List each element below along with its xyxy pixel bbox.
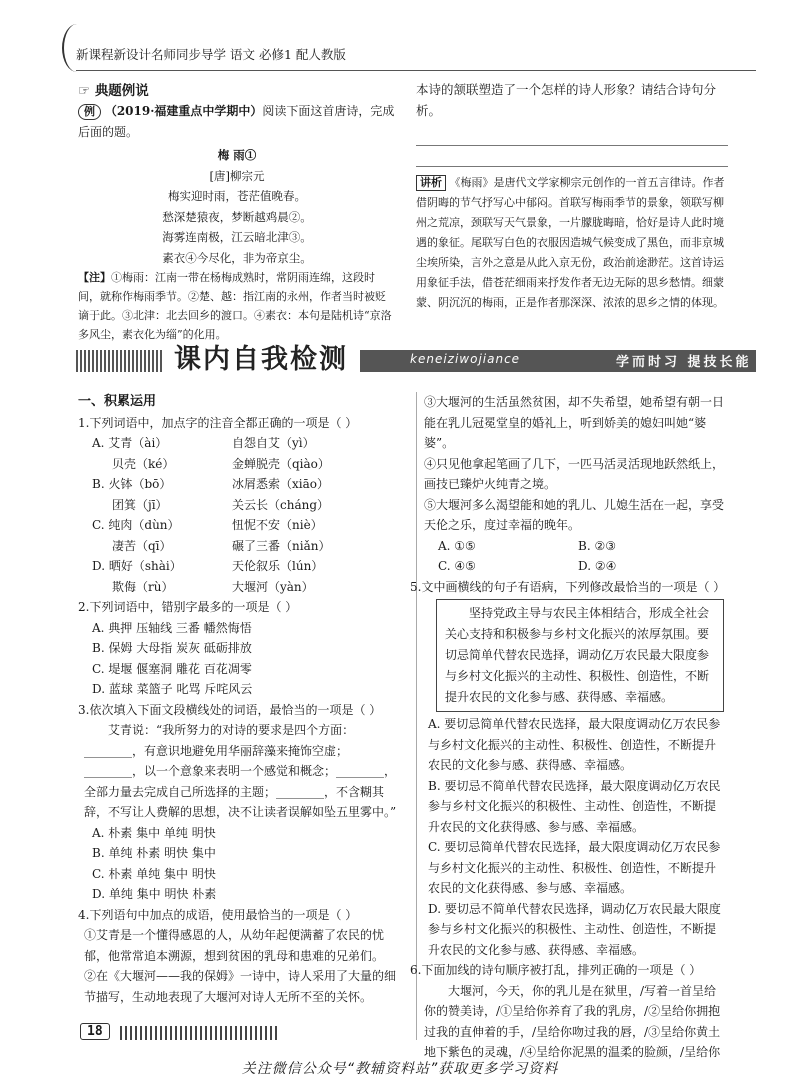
q3-option: B. 单纯 朴素 明快 集中	[92, 846, 216, 860]
banner-stripes	[76, 350, 162, 372]
q4-option: C. ④⑤	[438, 559, 476, 573]
example-question: 本诗的颔联塑造了一个怎样的诗人形象？请结合诗句分析。	[416, 82, 717, 118]
poem-note: 【注】①梅雨：江南一带在杨梅成熟时，常阴雨连绵，这段时间，就称作梅雨季节。②楚、越：指江南的永州，作者当时被贬谪于此。③北津：北去回乡的渡口。④素衣：本句是陆机诗“京洛多风尘，素衣化为缁”的化用。	[78, 271, 392, 341]
q1-item: 关云长（cháng）	[232, 497, 330, 512]
answer-line[interactable]	[416, 125, 728, 146]
q4-item: ②在《大堰河——我的保姆》一诗中，诗人采用了大量的细节描写，生动地表现了大堰河对诗人无所不至的关怀。	[84, 969, 397, 1004]
q1-item: 大堰河（yàn）	[232, 579, 314, 594]
q3-passage: 艾青说：“我所努力的对诗的要求是四个方面：________，有意识地避免用华丽辞藻来掩饰空虚；________，以一个意象来表明一个感觉和概念；________，全部力量去完成自己所选择的主题；________，不含糊其辞，不写让人费解的思想，决不让读者误解如坠五里雾中。”	[84, 723, 397, 819]
analysis-text: 《梅雨》是唐代文学家柳宗元创作的一首五言律诗。作者借阴晦的节气抒写心中郁闷。首联写梅雨季节的景象，领联写柳州之荒凉，颈联写天气景象，一片朦胧晦暗，恰好是诗人此时境遇的象征。尾联写白色的衣服因造城气候变成了黑色，而非京城尘埃所染，言外之意是从此入京无份，政治前途渺茫。这首诗运用象征手法，借苍茫细雨来抒发作者无边无际的思乡愁情。细蒙蒙、阴沉沉的梅雨，正是作者那深深、浓浓的思乡之情的体现。	[416, 176, 725, 309]
poem	[78, 145, 396, 268]
q1-item: 凄苦（qī）	[112, 538, 172, 553]
answer-line[interactable]	[416, 146, 728, 167]
q2-option: A. 典押 压轴线 三番 幡然悔悟	[92, 620, 252, 635]
poem-title: 梅 雨①	[217, 148, 257, 162]
right-question-column	[410, 392, 726, 1063]
example-left-column	[78, 101, 396, 344]
q1-item: 自怨自艾（yì）	[232, 436, 315, 450]
q1-item: C. 纯肉（dùn）	[92, 518, 180, 532]
example-source: （2019·福建重点中学期中）	[104, 104, 263, 118]
q5-passage: 坚持党政主导与农民主体相结合，形成全社会关心支持和积极参与乡村文化振兴的浓厚氛围。要切忌简单代替农民选择，调动亿万农民最大限度参与乡村文化振兴的主动性、积极性、创造性，不断提升农民的文化参与感、获得感、幸福感。	[436, 599, 724, 712]
running-header: 新课程新设计名师同步导学 语文 必修1 配人教版	[76, 47, 346, 62]
q1-item: 团箕（jī）	[112, 497, 168, 512]
q1-item: B. 火钵（bō）	[92, 477, 172, 491]
q4-option: B. ②③	[578, 538, 616, 553]
banner-pinyin: keneiziwojiance	[410, 352, 521, 366]
analysis-label: 讲析	[416, 175, 446, 191]
q5-option: C. 要切忌简单代替农民选择，最大限度调动亿万农民参与乡村文化振兴的主动性、积极性、创造性，不断提升农民的文化获得感、参与感、幸福感。	[428, 840, 721, 895]
q5-option: D. 要切忌不简单代替农民选择，调动亿万农民最大限度参与乡村文化振兴的积极性、主动性、创造性，不断提升农民的文化参与感、获得感、幸福感。	[428, 901, 721, 957]
q2-option: C. 堤堰 偃塞洞 雕花 百花凋零	[92, 661, 252, 676]
page-number: 18	[80, 1023, 110, 1040]
q1-item: 碾了三番（niǎn）	[232, 538, 331, 553]
example-badge: 例	[78, 104, 101, 120]
q3-option: A. 朴素 集中 单纯 明快	[92, 825, 216, 840]
q2-option: B. 保姆 大母指 炭灰 砥砺排放	[92, 641, 252, 655]
q4-item: ③大堰河的生活虽然贫困，却不失希望，她希望有朝一日能在乳儿冠冕堂皇的婚礼上，听到娇美的媳妇叫她“婆婆”。	[424, 395, 725, 450]
poem-line: 梅实迎时雨，苍茫值晚春。	[168, 189, 306, 203]
footer-stripe	[120, 1026, 280, 1040]
q1-stem: 1.下列词语中，加点字的注音全都正确的一项是（ ）	[78, 415, 358, 430]
q4-options	[424, 536, 724, 577]
q6-stem: 6.下面加线的诗句顺序被打乱，排列正确的一项是（ ）	[410, 963, 702, 977]
q5-option: B. 要切忌不简单代替农民选择，最大限度调动亿万农民参与乡村文化振兴的积极性、主动性、创造性，不断提升农民的文化获得感、参与感、幸福感。	[428, 778, 721, 834]
q4-item: ④只见他拿起笔画了几下，一匹马活灵活现地跃然纸上，画技已臻炉火纯青之境。	[424, 456, 725, 491]
q3-option: D. 单纯 集中 明快 朴素	[92, 887, 217, 901]
q1-item: A. 艾青（ài）	[92, 436, 168, 450]
poem-line: 愁深楚猿夜，梦断越鸡晨②。	[162, 209, 312, 224]
q1-item: D. 晒好（shài）	[92, 559, 182, 573]
footer-note: 关注微信公众号“教辅资料站”获取更多学习资料	[241, 1061, 559, 1077]
example-intro: 阅读下面这首唐诗，完成后面的题。	[78, 104, 395, 139]
q2-option: D. 蓝球 菜篮子 叱骂 斥咤风云	[92, 682, 253, 696]
hand-pointer-icon: ☞	[78, 83, 91, 99]
column-divider	[416, 392, 417, 1040]
q4-stem: 4.下列语句中加点的成语，使用最恰当的一项是（ ）	[78, 907, 358, 922]
example-right-column	[416, 79, 728, 313]
analysis	[416, 173, 728, 313]
q6-passage: 大堰河，今天，你的乳儿是在狱里，/写着一首呈给你的赞美诗，/①呈给你养育了我的乳房，/②呈给你拥抱过我的直伸着的手，/呈给你吻过我的唇，/③呈给你黄土地下紫色的灵魂，/④呈给你泥黑的温柔的脸颜，/呈给你	[424, 983, 721, 1059]
q1-item: 金蝉脱壳（qiào）	[232, 456, 330, 471]
q3-stem: 3.依次填入下面文段横线处的词语，最恰当的一项是（ ）	[78, 702, 382, 717]
q4-option: A. ①⑤	[438, 538, 476, 553]
q1-item: 冰屑悉索（xiāo）	[232, 477, 329, 491]
q2-stem: 2.下列词语中，错别字最多的一项是（ ）	[78, 600, 298, 614]
banner-slogan: 学而时习 提技长能	[616, 355, 752, 370]
left-question-column	[78, 392, 406, 1007]
poem-author: [唐]柳宗元	[209, 168, 265, 183]
banner-title: 课内自我检测	[162, 342, 360, 378]
section-banner	[76, 342, 756, 378]
example-section-title: ☞ 典题例说	[78, 83, 149, 99]
poem-line: 素衣④今尽化，非为帝京尘。	[162, 250, 312, 265]
section-heading: 一、积累运用	[78, 394, 157, 409]
q1-item: 天伦叙乐（lún）	[232, 559, 324, 573]
poem-line: 海雾连南极，江云暗北津③。	[162, 230, 312, 244]
q4-option: D. ②④	[578, 559, 617, 573]
q1-item: 忸怩不安（niè）	[232, 518, 323, 532]
q3-option: C. 朴素 单纯 集中 明快	[92, 866, 216, 881]
q1-item: 欺侮（rù）	[112, 579, 174, 594]
q5-option: A. 要切忌简单代替农民选择，最大限度调动亿万农民参与乡村文化振兴的主动性、积极性、创造性，不断提升农民的文化参与感、获得感、幸福感。	[428, 717, 721, 772]
q1-item: 贝壳（ké）	[112, 456, 175, 471]
q1-options	[78, 433, 406, 597]
q4-item: ①艾青是一个懂得感恩的人，从幼年起便满蓄了农民的忧郁，他常常追本溯源，想到贫困的乳母和患难的兄弟们。	[84, 928, 385, 963]
header-rule	[76, 70, 756, 71]
q4-item: ⑤大堰河多么渴望能和她的乳儿、儿媳生活在一起，享受天伦之乐，度过幸福的晚年。	[424, 497, 725, 532]
q5-stem: 5.文中画横线的句子有语病，下列修改最恰当的一项是（ ）	[410, 579, 726, 594]
